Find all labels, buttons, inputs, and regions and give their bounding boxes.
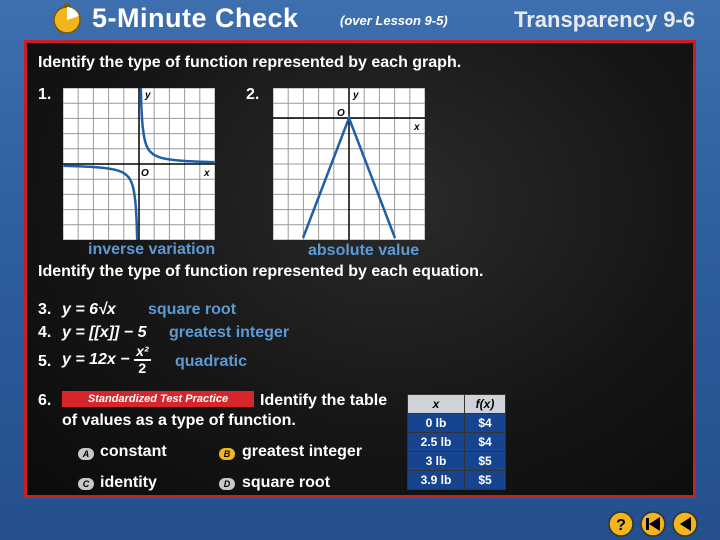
graph-inverse-variation [63, 88, 215, 240]
table-row [408, 414, 506, 433]
table-cell: $5 [465, 452, 506, 471]
answer-2: absolute value [308, 242, 420, 259]
help-button[interactable] [608, 511, 634, 537]
graph1-y-label: y [145, 90, 151, 101]
question-4-equation: y = [[x]] − 5 [62, 324, 147, 341]
section2-heading: Identify the type of function represented by each equation. [38, 263, 484, 280]
answer-4: greatest integer [169, 324, 290, 341]
fraction-numerator: x² [136, 343, 149, 359]
back-to-start-button[interactable] [640, 511, 666, 537]
choice-a-label[interactable]: constant [100, 443, 167, 460]
transparency-label: Transparency 9-6 [514, 7, 695, 32]
question-2-number: 2. [246, 86, 260, 103]
values-table [407, 394, 506, 490]
table-header-fx: f(x) [465, 395, 506, 414]
table-header-row [408, 395, 506, 414]
question-6-prompt-line2: of values as a type of function. [62, 412, 296, 429]
question-5-fraction [134, 344, 150, 376]
previous-button[interactable] [672, 511, 698, 537]
question-1-number: 1. [38, 86, 52, 103]
table-cell: 3 lb [408, 452, 465, 471]
table-cell: $4 [465, 414, 506, 433]
table-cell: 2.5 lb [408, 433, 465, 452]
question-3-equation: y = 6√x [62, 301, 116, 318]
graph1-origin-label: O [141, 168, 149, 179]
table-cell: $5 [465, 471, 506, 490]
table-cell: $4 [465, 433, 506, 452]
choice-d-icon[interactable]: D [219, 478, 235, 490]
question-6-prompt-line1: Identify the table [260, 392, 388, 409]
graph2-origin-label: O [337, 108, 345, 119]
table-row [408, 433, 506, 452]
table-row [408, 452, 506, 471]
question-3-number: 3. [38, 301, 52, 318]
answer-5: quadratic [175, 353, 248, 370]
fraction-denominator: 2 [138, 360, 147, 376]
graph2-x-label: x [414, 122, 420, 133]
choice-c-icon[interactable]: C [78, 478, 94, 490]
answer-3: square root [148, 301, 237, 318]
choice-a-icon[interactable]: A [78, 448, 94, 460]
graph-absolute-value [273, 88, 425, 240]
question-5-equation-lead: y = 12x − [62, 351, 130, 368]
question-5-equation [62, 344, 151, 376]
table-cell: 0 lb [408, 414, 465, 433]
graph2-y-label: y [353, 90, 359, 101]
section1-heading: Identify the type of function represented by each graph. [38, 54, 462, 71]
table-row [408, 471, 506, 490]
lesson-subtitle: (over Lesson 9-5) [340, 13, 448, 28]
question-icon [608, 511, 634, 537]
question-4-number: 4. [38, 324, 52, 341]
table-header-x: x [408, 395, 465, 414]
previous-icon [672, 511, 698, 537]
page-title: 5-Minute Check [92, 3, 299, 33]
svg-text:?: ? [616, 517, 626, 534]
table-cell: 3.9 lb [408, 471, 465, 490]
choice-c-label[interactable]: identity [100, 474, 157, 491]
header-bar [0, 0, 720, 38]
choice-b-icon[interactable]: B [219, 448, 235, 460]
stopwatch-icon [52, 4, 82, 34]
graph1-x-label: x [204, 168, 210, 179]
answer-1: inverse variation [88, 241, 216, 258]
standardized-test-badge: Standardized Test Practice [62, 391, 254, 407]
choice-b-label[interactable]: greatest integer [242, 443, 363, 460]
choice-d-label[interactable]: square root [242, 474, 331, 491]
question-5-number: 5. [38, 353, 52, 370]
back-icon [640, 511, 666, 537]
question-6-number: 6. [38, 392, 52, 409]
